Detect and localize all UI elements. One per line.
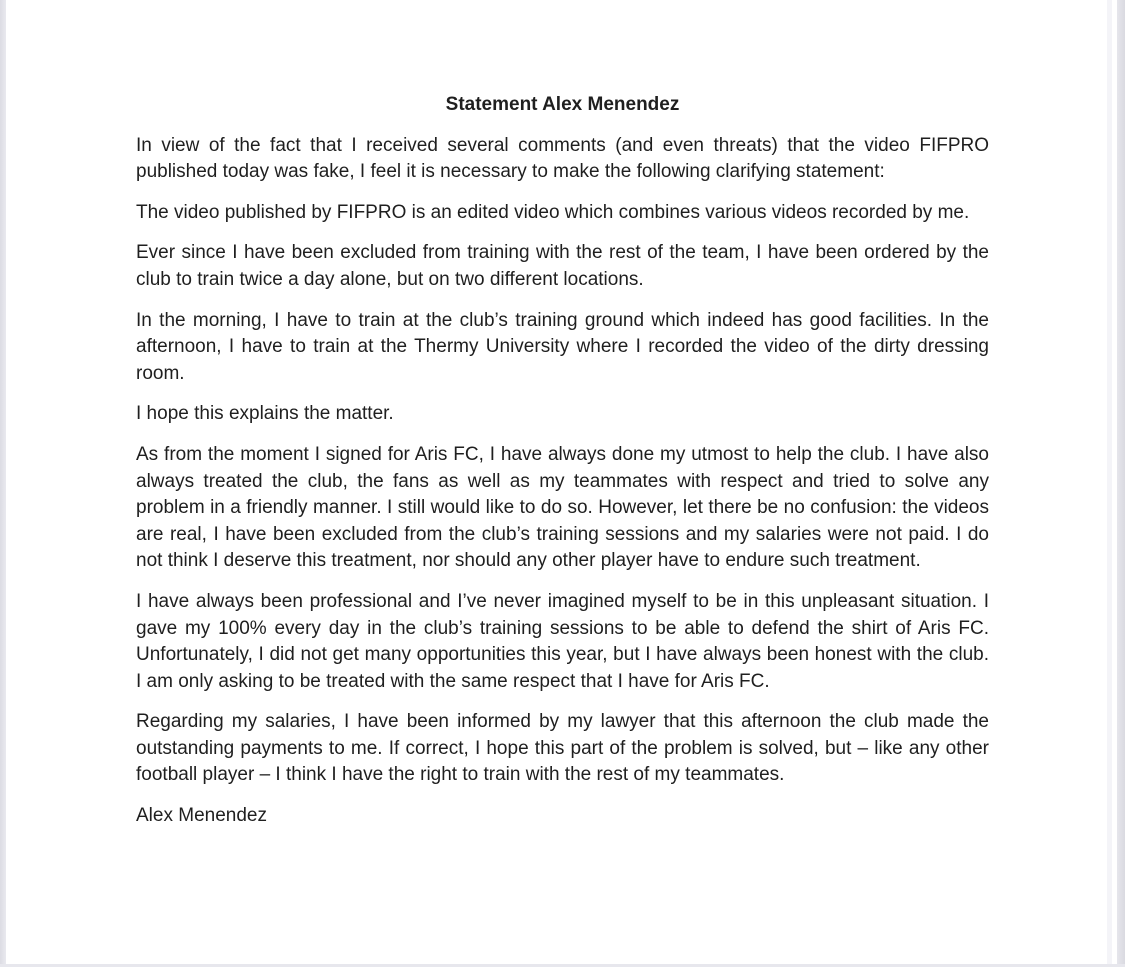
paragraph: In view of the fact that I received several comments (and even threats) that the video FIFPRO published today was fake, I feel it is necessary to make the following clarifying statement: bbox=[136, 134, 989, 183]
page-edge-left bbox=[0, 0, 6, 967]
paragraph: Regarding my salaries, I have been informed by my lawyer that this afternoon the club made the outstanding payments to me. If correct, I hope this part of the problem is solved, but – like any other football player – I think I have the right to train with the rest of my teammates. bbox=[136, 711, 989, 786]
paragraph: Ever since I have been excluded from training with the rest of the team, I have been ordered by the club to train twice a day alone, but on two different locations. bbox=[136, 242, 989, 290]
document-title: Statement Alex Menendez bbox=[445, 94, 680, 115]
paragraph: The video published by FIFPRO is an edited video which combines various videos recorded by me. bbox=[136, 201, 970, 223]
paragraph: I hope this explains the matter. bbox=[136, 403, 394, 425]
paragraph: In the morning, I have to train at the club’s training ground which indeed has good facilities. In the afternoon, I have to train at the Thermy University where I recorded the video of the dirty dressing room. bbox=[136, 309, 989, 384]
paragraph: I have always been professional and I’ve never imagined myself to be in this unpleasant situation. I gave my 100% every day in the club’s training sessions to be able to defend the shirt of Aris FC. Unfortunately, I did not get many opportunities this year, but I have always been honest with the club. I am only asking to be treated with the same respect that I have for Aris FC. bbox=[136, 590, 989, 692]
page-edge-right-faint bbox=[1107, 0, 1112, 967]
signature: Alex Menendez bbox=[136, 805, 267, 827]
paragraph: As from the moment I signed for Aris FC, I have always done my utmost to help the club. I have also always treated the club, the fans as well as my teammates with respect and tried to solve any problem in a friendly manner. I still would like to do so. However, let there be no confusion: the videos are real, I have been excluded from the club’s training sessions and my salaries were not paid. I do not think I deserve this treatment, nor should any other player have to endure such treatment. bbox=[136, 443, 989, 572]
page-edge-right bbox=[1117, 0, 1125, 967]
